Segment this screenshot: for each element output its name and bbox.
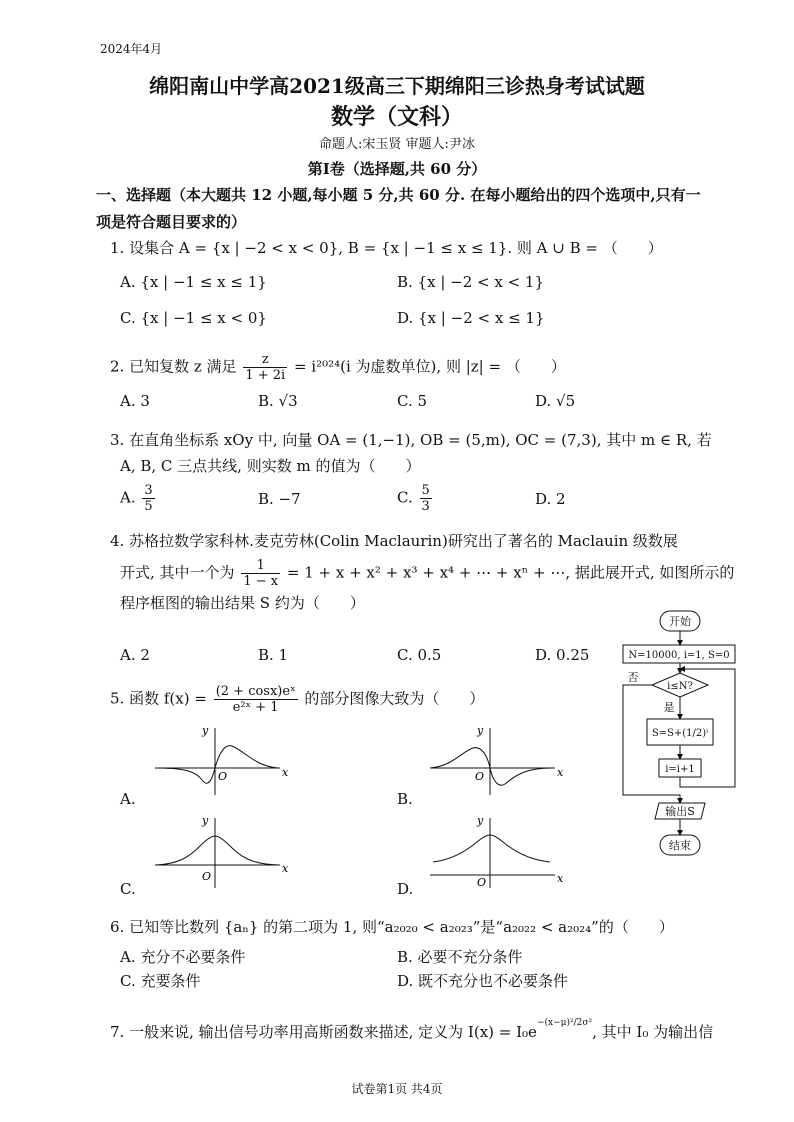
graph-d-y-label: y [477, 814, 484, 827]
question-3-option-a-fraction [142, 483, 154, 514]
question-5-fraction [214, 684, 298, 715]
question-2-fraction-num: z [243, 352, 287, 368]
flowchart-init-text: N=10000, i=1, S=0 [628, 650, 730, 661]
question-4-line-3: 程序框图的输出结果 S 约为（ ） [120, 594, 365, 612]
question-5-pre: 5. 函数 f(x) = [110, 689, 207, 708]
question-6-stem: 6. 已知等比数列 {aₙ} 的第二项为 1, 则“a₂₀₂₀ < a₂₀₂₃”是“a₂₀₂₂ < a₂₀₂₄”的（ ） [110, 918, 674, 936]
question-3-option-c-fraction [420, 483, 432, 514]
question-3-option-c-num: 5 [421, 483, 430, 498]
question-2-pre: 2. 已知复数 z 满足 [110, 357, 237, 376]
question-7-pre: 7. 一般来说, 输出信号功率用高斯函数来描述, 定义为 I(x) = I₀e [110, 1023, 537, 1041]
question-3-option-a-num: 3 [144, 483, 153, 498]
graph-a-y-label: y [202, 724, 209, 737]
question-2-stem [110, 352, 566, 383]
question-4-line-1: 4. 苏格拉数学家科林.麦克劳林(Colin Maclaurin)研究出了著名的 Maclauin 级数展 [110, 532, 678, 550]
graph-c-x-label: x [282, 862, 289, 875]
flowchart-yes-label: 是 [663, 701, 675, 714]
page-footer: 试卷第1页 共4页 [351, 1082, 443, 1096]
question-5-option-b: B. [397, 790, 413, 808]
question-5-fraction-num: (2 + cosx)eˣ [215, 684, 296, 699]
graph-b-origin: O [475, 770, 485, 783]
graph-c-curve [155, 836, 278, 865]
question-4-option-d: D. 0.25 [535, 646, 590, 664]
question-4-line-2 [120, 558, 734, 589]
question-2-fraction [243, 352, 287, 383]
question-1-stem: 1. 设集合 A = {x | −2 < x < 0}, B = {x | −1 ≤ x ≤ 1}. 则 A ∪ B = （ ） [110, 239, 663, 257]
graph-a-origin: O [218, 770, 228, 783]
flowchart-increment-text: i=i+1 [665, 764, 695, 775]
question-2-option-d: D. √5 [535, 392, 576, 410]
graph-a-curve [155, 746, 278, 784]
exam-date: 2024年4月 [100, 42, 163, 56]
exam-authors: 命题人:宋玉贤 审题人:尹冰 [319, 137, 475, 152]
graph-b-y-label: y [477, 724, 484, 737]
question-5-option-c: C. [120, 880, 136, 898]
question-4-fraction-den: 1 − x [243, 574, 279, 589]
question-4-fraction [241, 558, 280, 589]
question-1-option-c: C. {x | −1 ≤ x < 0} [120, 309, 267, 327]
graph-d-curve [433, 835, 550, 862]
question-3-option-a-den: 5 [144, 499, 153, 514]
question-1-option-b: B. {x | −2 < x < 1} [397, 273, 545, 291]
graph-b-x-label: x [557, 766, 564, 779]
question-3-option-c-label: C. [397, 488, 413, 507]
flowchart-start-text: 开始 [669, 615, 691, 628]
question-5-option-a: A. [120, 790, 136, 808]
graph-c-origin: O [202, 870, 212, 883]
graph-d [425, 810, 565, 890]
question-6-option-d: D. 既不充分也不必要条件 [397, 972, 569, 990]
question-2-option-a: A. 3 [120, 392, 150, 410]
question-5-post: 的部分图像大致为（ ） [304, 689, 485, 708]
flowchart-no-label: 否 [627, 671, 639, 684]
question-3-option-b: B. −7 [258, 490, 301, 508]
question-1-option-d: D. {x | −2 < x ≤ 1} [397, 309, 545, 327]
flowchart-update-text: S=S+(1/2)ⁱ [651, 728, 709, 739]
question-1-option-a: A. {x | −1 ≤ x ≤ 1} [120, 273, 267, 291]
question-4-option-c: C. 0.5 [397, 646, 442, 664]
volume-heading: 第Ⅰ卷（选择题,共 60 分） [307, 160, 487, 178]
question-4-option-a: A. 2 [120, 646, 150, 664]
flowchart-condition-text: i≤N? [667, 681, 693, 692]
question-2-fraction-den: 1 + 2i [245, 368, 286, 383]
graph-b-curve [430, 748, 553, 786]
graph-c [150, 810, 290, 890]
question-3-option-c [397, 483, 434, 514]
question-3-option-c-den: 3 [421, 499, 430, 514]
graph-b [425, 720, 565, 800]
question-6-option-c: C. 充要条件 [120, 972, 201, 990]
question-7-stem [110, 1017, 713, 1044]
question-4-line-2-pre: 开式, 其中一个为 [120, 563, 235, 582]
question-3-option-a [120, 483, 157, 514]
program-flowchart [605, 605, 755, 865]
question-6-option-a: A. 充分不必要条件 [120, 948, 246, 966]
flowchart-output-text: 输出S [665, 805, 695, 818]
question-6-option-b: B. 必要不充分条件 [397, 948, 523, 966]
question-5-option-d: D. [397, 880, 414, 898]
section-heading: 一、选择题（本大题共 12 小题,每小题 5 分,共 60 分. 在每小题给出的四个选项中,只有一项是符合题目要求的） [96, 186, 701, 231]
question-3-option-d: D. 2 [535, 490, 566, 508]
question-3-line-2: A, B, C 三点共线, 则实数 m 的值为（ ） [120, 457, 421, 475]
question-5-fraction-den: e²ˣ + 1 [232, 700, 279, 715]
exam-subject: 数学（文科） [330, 104, 463, 130]
question-3-line-1: 3. 在直角坐标系 xOy 中, 向量 OA = (1,−1), OB = (5,m), OC = (7,3), 其中 m ∈ R, 若 [110, 431, 712, 449]
question-7-post: , 其中 I₀ 为输出信 [592, 1023, 714, 1041]
question-2-option-b: B. √3 [258, 392, 298, 410]
question-4-line-2-post: = 1 + x + x² + x³ + x⁴ + ⋯ + xⁿ + ⋯, 据此展开式, 如图所示的 [286, 563, 735, 582]
exam-title: 绵阳南山中学高2021级高三下期绵阳三诊热身考试试题 [149, 74, 645, 98]
graph-a [150, 720, 290, 800]
question-4-fraction-num: 1 [241, 558, 280, 574]
question-2-option-c: C. 5 [397, 392, 428, 410]
graph-d-origin: O [477, 876, 487, 889]
graph-a-x-label: x [282, 766, 289, 779]
question-7-exponent: −(x−μ)²/2σ² [536, 1018, 593, 1028]
question-2-post: = i²⁰²⁴(i 为虚数单位), 则 |z| = （ ） [293, 357, 566, 376]
graph-d-x-label: x [557, 872, 564, 885]
flowchart-end-text: 结束 [669, 839, 691, 852]
graph-c-y-label: y [202, 814, 209, 827]
question-3-option-a-label: A. [120, 488, 136, 507]
question-4-option-b: B. 1 [258, 646, 289, 664]
question-5-stem [110, 684, 484, 715]
